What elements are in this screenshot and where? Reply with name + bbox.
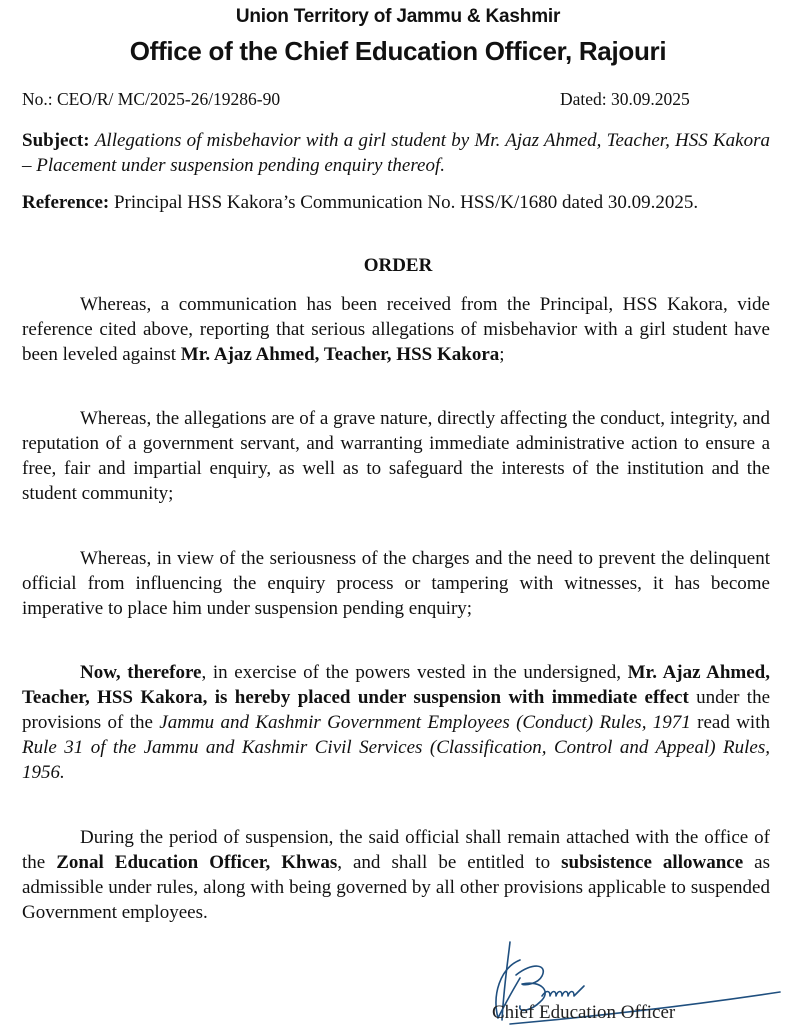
subject-text: Allegations of misbehavior with a girl student by Mr. Ajaz Ahmed, Teacher, HSS Kakora – Placement under suspension pending enquiry thereof. [22, 130, 771, 176]
p1-end: ; [499, 344, 505, 365]
signatory-title: Chief Education Officer [492, 1002, 676, 1023]
reference-block [22, 190, 770, 215]
p4-italic1: Jammu and Kashmir Government Employees (Conduct) Rules, 1971 [159, 712, 691, 733]
reference-text: Principal HSS Kakora’s Communication No. HSS/K/1680 dated 30.09.2025. [113, 192, 699, 213]
order-date: Dated: 30.09.2025 [560, 89, 690, 109]
header-territory: Union Territory of Jammu & Kashmir [235, 6, 561, 27]
p4-text2: under the provisions of the [22, 687, 770, 733]
order-title: ORDER [363, 255, 433, 276]
p2-text: Whereas, the allegations are of a grave nature, directly affecting the conduct, integrity, and reputation of a government servant, and warranting immediate administrative action to ensure a free, fair and impartial enquiry, as well as to safeguard the interests of the institution and the student community; [22, 408, 770, 504]
p5-text1: During the period of suspension, the said official shall remain attached with the office of the [22, 827, 770, 873]
p5-bold2: subsistence allowance [561, 852, 744, 873]
p4-italic2: Rule 31 of the Jammu and Kashmir Civil Services (Classification, Control and Appeal) Rules, 1956. [22, 737, 770, 783]
p4-bold2: Mr. Ajaz Ahmed, Teacher, HSS Kakora, is hereby placed under suspension with immediate effect [22, 662, 770, 708]
paragraph-5 [22, 825, 770, 925]
paragraph-3 [22, 546, 770, 621]
subject-label: Subject: [22, 130, 90, 151]
p5-text2: , and shall be entitled to [337, 852, 562, 873]
header-office: Office of the Chief Education Officer, Rajouri [129, 36, 667, 66]
p4-text3: read with [690, 712, 770, 733]
paragraph-1 [22, 292, 770, 367]
p5-text3: as admissible under rules, along with being governed by all other provisions applicable to suspended Government employees. [22, 852, 771, 923]
p1-text: Whereas, a communication has been received from the Principal, HSS Kakora, vide reference cited above, reporting that serious allegations of misbehavior with a girl student have been leveled against [22, 294, 770, 365]
p4-text1: , in exercise of the powers vested in the undersigned, [201, 662, 628, 683]
order-number: No.: CEO/R/ MC/2025-26/19286-90 [22, 89, 281, 109]
p5-bold1: Zonal Education Officer, Khwas [56, 852, 338, 873]
p4-bold1: Now, therefore [80, 662, 202, 683]
subject-block [22, 128, 770, 178]
paragraph-4 [22, 660, 770, 785]
paragraph-2 [22, 406, 770, 506]
p3-text: Whereas, in view of the seriousness of the charges and the need to prevent the delinquent official from influencing the enquiry process or tampering with witnesses, it has become imperative to place him under suspension pending enquiry; [22, 548, 770, 619]
reference-label: Reference: [22, 192, 110, 213]
signature-block [480, 940, 796, 1027]
p1-bold: Mr. Ajaz Ahmed, Teacher, HSS Kakora [180, 344, 500, 365]
